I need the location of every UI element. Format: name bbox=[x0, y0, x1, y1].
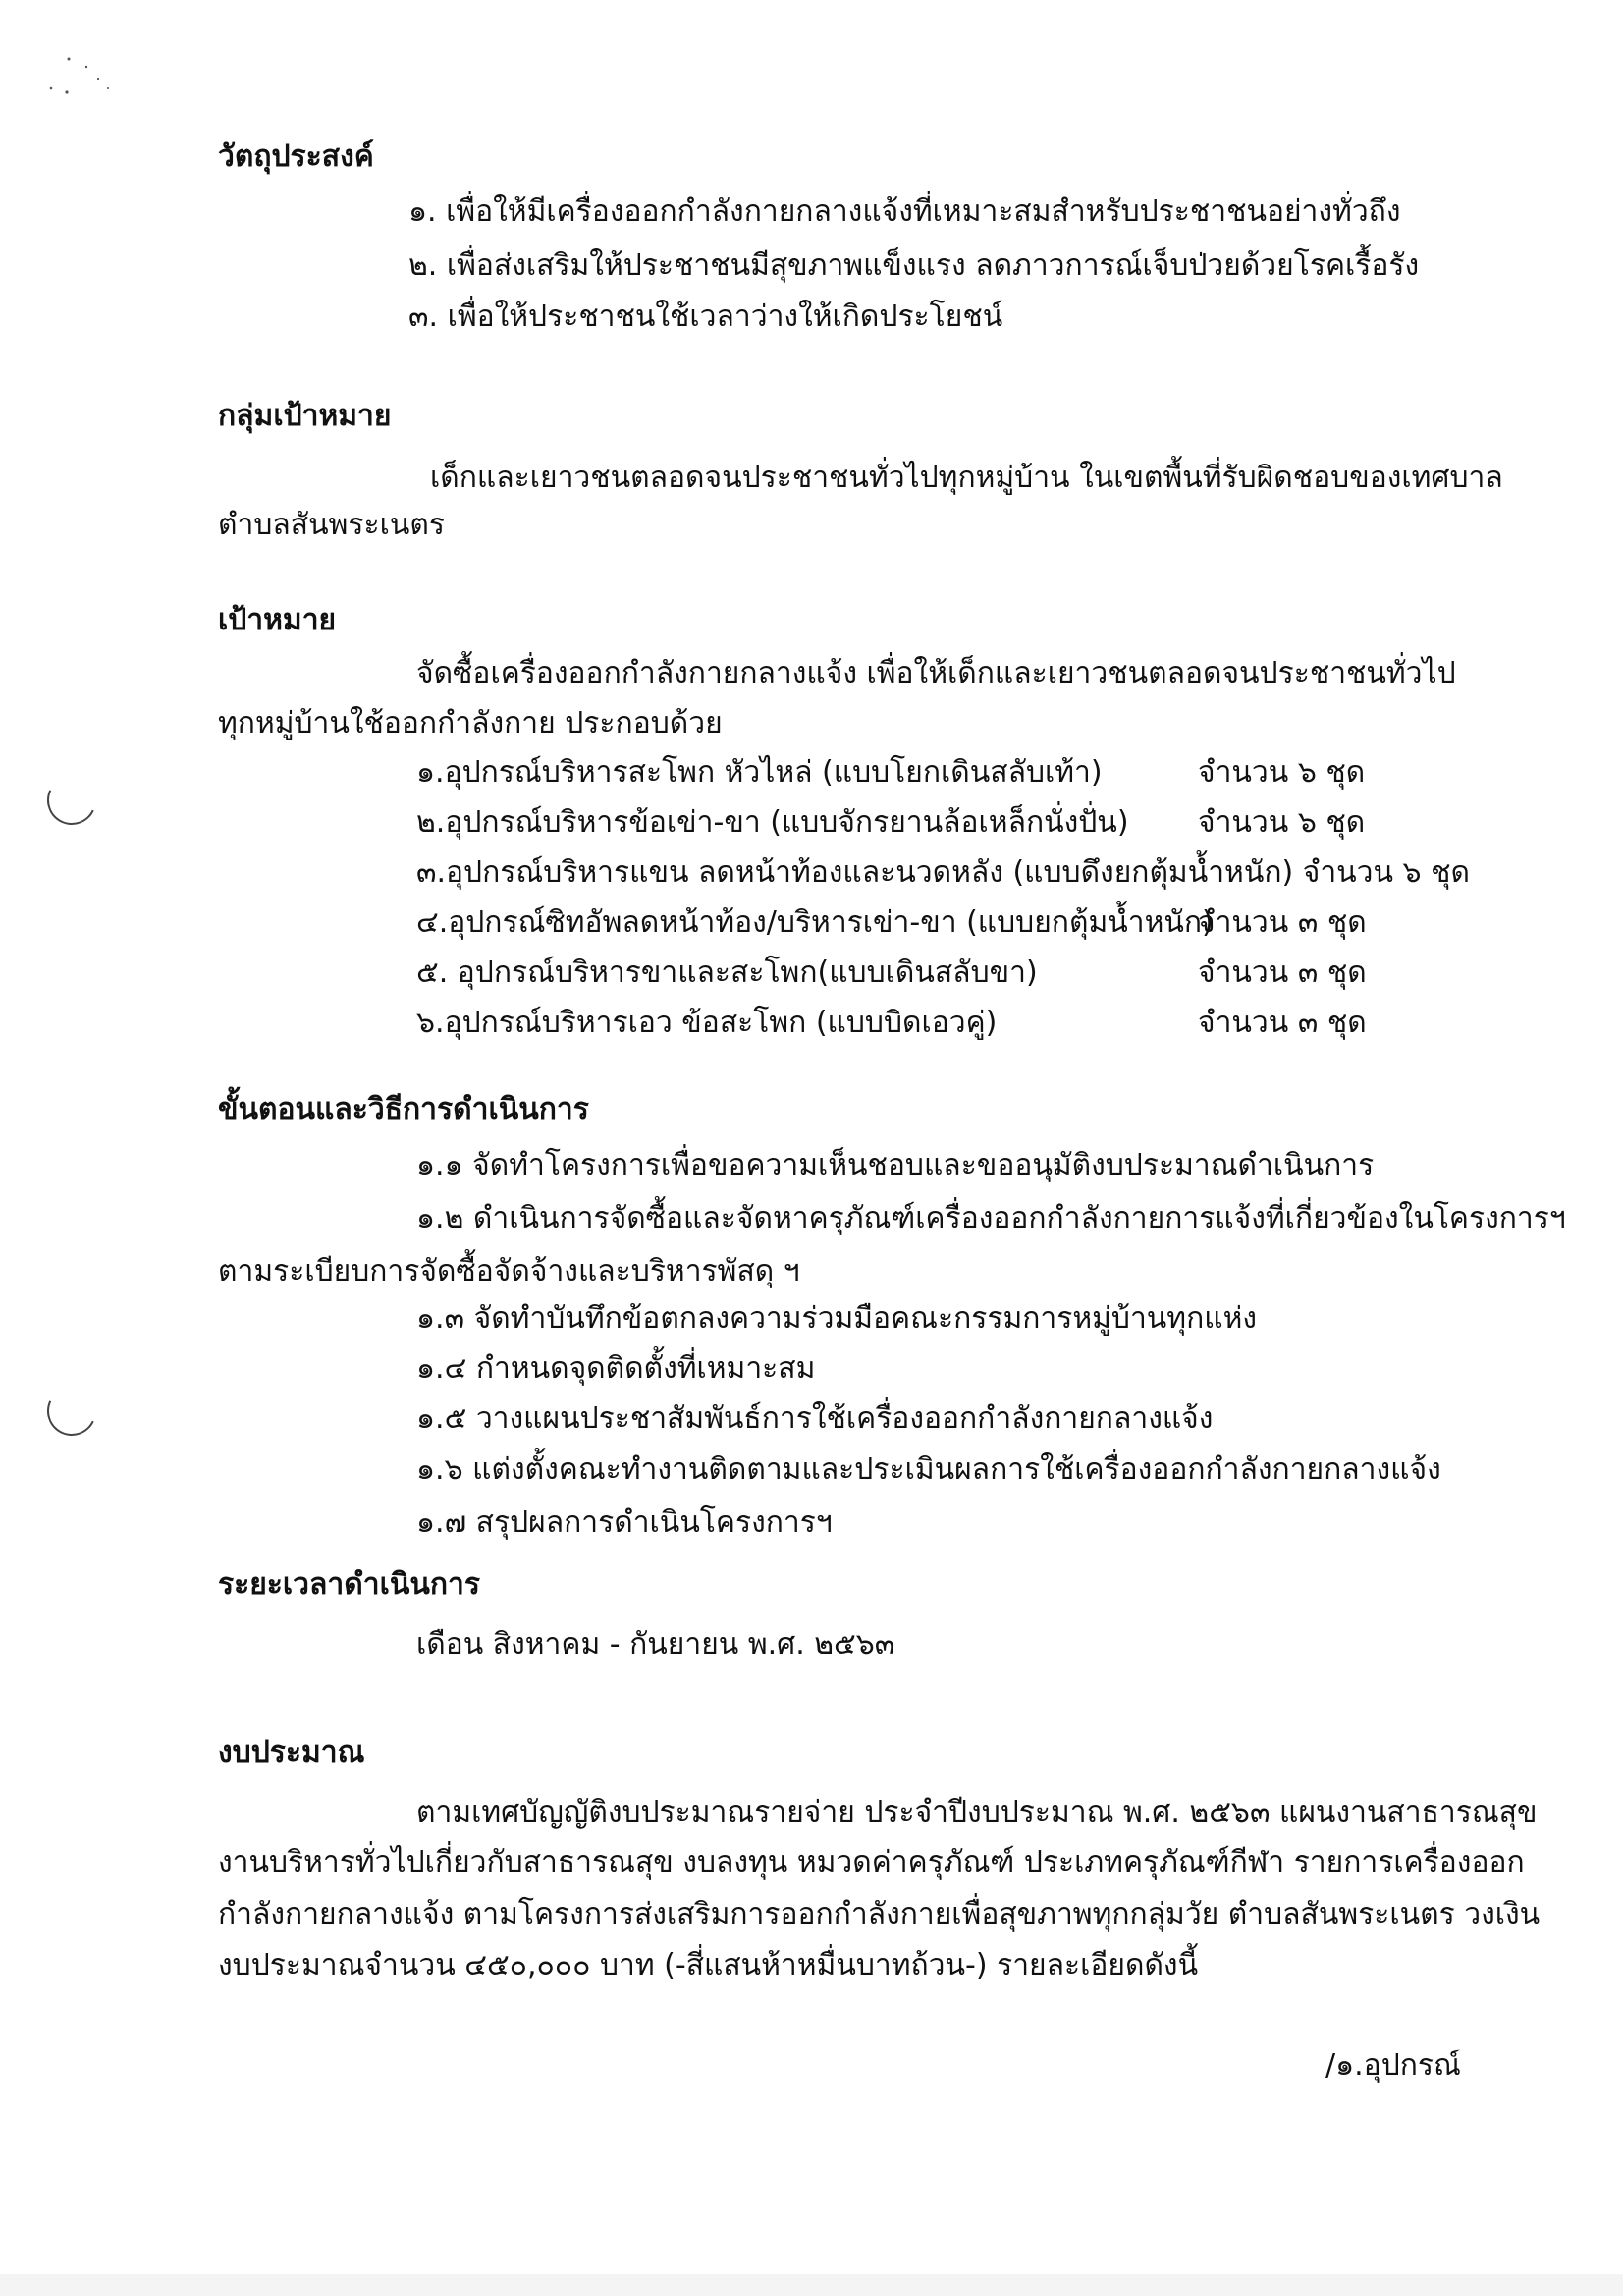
procedure-step: ๑.๖ แต่งตั้งคณะทำงานติดตามและประเมินผลการใช้เครื่องออกกำลังกายกลางแจ้ง bbox=[416, 1452, 1441, 1487]
budget-heading: งบประมาณ bbox=[218, 1735, 365, 1770]
procedure-heading: ขั้นตอนและวิธีการดำเนินการ bbox=[218, 1092, 589, 1126]
budget-line: กำลังกายกลางแจ้ง ตามโครงการส่งเสริมการออกกำลังกายเพื่อสุขภาพทุกกลุ่มวัย ตำบลสันพระเนตร วงเงิน bbox=[218, 1897, 1541, 1932]
objective-item: ๒. เพื่อส่งเสริมให้ประชาชนมีสุขภาพแข็งแรง ลดภาวการณ์เจ็บป่วยด้วยโรคเรื้อรัง bbox=[408, 248, 1420, 283]
goal-heading: เป้าหมาย bbox=[218, 603, 337, 637]
equipment-item-name: ๓.อุปกรณ์บริหารแขน ลดหน้าท้องและนวดหลัง (แบบดึงยกตุ้มน้ำหนัก) จำนวน ๖ ชุด bbox=[416, 855, 1470, 890]
procedure-step: ๑.๒ ดำเนินการจัดซื้อและจัดหาครุภัณฑ์เครื่องออกกำลังกายการแจ้งที่เกี่ยวข้องในโครงการฯ bbox=[416, 1201, 1566, 1235]
target-group-heading: กลุ่มเป้าหมาย bbox=[218, 399, 392, 433]
continuation-marker: /๑.อุปกรณ์ bbox=[1325, 2049, 1461, 2083]
duration-text: เดือน สิงหาคม - กันยายน พ.ศ. ๒๕๖๓ bbox=[416, 1627, 895, 1662]
budget-line: งานบริหารทั่วไปเกี่ยวกับสาธารณสุข งบลงทุน หมวดค่าครุภัณฑ์ ประเภทครุภัณฑ์กีฬา รายการเครื่องออก bbox=[218, 1845, 1525, 1880]
duration-heading: ระยะเวลาดำเนินการ bbox=[218, 1567, 480, 1602]
scan-specks-decoration bbox=[39, 49, 137, 147]
budget-line: งบประมาณจำนวน ๔๕๐,๐๐๐ บาท (-สี่แสนห้าหมื่นบาทถ้วน-) รายละเอียดดังนี้ bbox=[218, 1948, 1199, 1983]
procedure-step: ๑.๔ กำหนดจุดติดตั้งที่เหมาะสม bbox=[416, 1351, 816, 1386]
target-group-line-2: ตำบลสันพระเนตร bbox=[218, 508, 445, 542]
punch-hole-mark bbox=[40, 769, 103, 832]
procedure-step-continuation: ตามระเบียบการจัดซื้อจัดจ้างและบริหารพัสดุ ฯ bbox=[218, 1254, 800, 1288]
objectives-heading: วัตถุประสงค์ bbox=[218, 139, 374, 174]
equipment-item-name: ๑.อุปกรณ์บริหารสะโพก หัวไหล่ (แบบโยกเดินสลับเท้า) bbox=[416, 755, 1103, 790]
procedure-step: ๑.๗ สรุปผลการดำเนินโครงการฯ bbox=[416, 1505, 833, 1540]
budget-line: ตามเทศบัญญัติงบประมาณรายจ่าย ประจำปีงบประมาณ พ.ศ. ๒๕๖๓ แผนงานสาธารณสุข bbox=[416, 1795, 1538, 1830]
equipment-item-qty: จำนวน ๓ ชุด bbox=[1198, 1006, 1367, 1040]
objective-item: ๑. เพื่อให้มีเครื่องออกกำลังกายกลางแจ้งที่เหมาะสมสำหรับประชาชนอย่างทั่วถึง bbox=[408, 194, 1401, 229]
equipment-item-name: ๕. อุปกรณ์บริหารขาและสะโพก(แบบเดินสลับขา) bbox=[416, 956, 1038, 990]
equipment-item-name: ๖.อุปกรณ์บริหารเอว ข้อสะโพก (แบบบิดเอวคู่) bbox=[416, 1006, 998, 1040]
equipment-item-qty: จำนวน ๓ ชุด bbox=[1198, 956, 1367, 990]
target-group-line-1: เด็กและเยาวชนตลอดจนประชาชนทั่วไปทุกหมู่บ้าน ในเขตพื้นที่รับผิดชอบของเทศบาล bbox=[430, 461, 1503, 495]
equipment-item-qty: จำนวน ๖ ชุด bbox=[1198, 755, 1366, 790]
goal-line-2: ทุกหมู่บ้านใช้ออกกำลังกาย ประกอบด้วย bbox=[218, 706, 723, 740]
goal-line-1: จัดซื้อเครื่องออกกำลังกายกลางแจ้ง เพื่อให้เด็กและเยาวชนตลอดจนประชาชนทั่วไป bbox=[416, 656, 1456, 690]
scan-bottom-edge bbox=[0, 2274, 1623, 2296]
equipment-item-name: ๔.อุปกรณ์ซิทอัพลดหน้าท้อง/บริหารเข่า-ขา (แบบยกตุ้มน้ำหนัก) bbox=[416, 905, 1214, 940]
procedure-step: ๑.๓ จัดทำบันทึกข้อตกลงความร่วมมือคณะกรรมการหมู่บ้านทุกแห่ง bbox=[416, 1301, 1258, 1336]
procedure-step: ๑.๑ จัดทำโครงการเพื่อขอความเห็นชอบและขออนุมัติงบประมาณดำเนินการ bbox=[416, 1148, 1375, 1182]
equipment-item-name: ๒.อุปกรณ์บริหารข้อเข่า-ขา (แบบจักรยานล้อเหล็กนั่งปั่น) bbox=[416, 805, 1129, 840]
equipment-item-qty: จำนวน ๓ ชุด bbox=[1198, 905, 1367, 940]
procedure-step: ๑.๕ วางแผนประชาสัมพันธ์การใช้เครื่องออกกำลังกายกลางแจ้ง bbox=[416, 1401, 1214, 1436]
objective-item: ๓. เพื่อให้ประชาชนใช้เวลาว่างให้เกิดประโยชน์ bbox=[408, 300, 1003, 334]
punch-hole-mark bbox=[40, 1380, 103, 1443]
equipment-item-qty: จำนวน ๖ ชุด bbox=[1198, 805, 1366, 840]
